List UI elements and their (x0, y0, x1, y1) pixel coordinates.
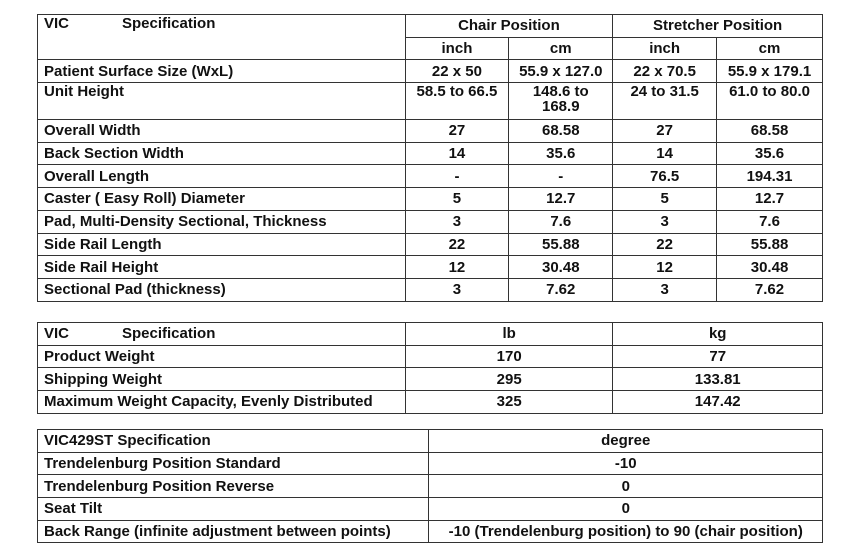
stretcher-inch-value: 22 x 70.5 (613, 60, 717, 83)
stretcher-inch-value: 14 (613, 142, 717, 165)
chair-cm-value: 55.9 x 127.0 (509, 60, 613, 83)
table-row (38, 345, 823, 368)
stretcher-cm-value: 7.6 (717, 210, 823, 233)
unit-inch: inch (405, 37, 509, 60)
chair-inch-value: 22 x 50 (405, 60, 509, 83)
chair-cm-value: 148.6 to 168.9 (509, 83, 613, 120)
table-header-row (38, 323, 823, 346)
kg-value: 133.81 (613, 368, 823, 391)
spec-header-cell: VIC429ST Specification (38, 430, 429, 453)
chair-position-header: Chair Position (405, 15, 613, 38)
spec-header-cell (38, 15, 406, 60)
chair-inch-value: 3 (405, 210, 509, 233)
stretcher-cm-value: 61.0 to 80.0 (717, 83, 823, 120)
row-label: Side Rail Height (38, 256, 406, 279)
table-row (38, 278, 823, 301)
row-label: Side Rail Length (38, 233, 406, 256)
chair-cm-value: 7.62 (509, 278, 613, 301)
degree-value: -10 (Trendelenburg position) to 90 (chair position) (429, 520, 823, 543)
row-label: Patient Surface Size (WxL) (38, 60, 406, 83)
stretcher-cm-value: 12.7 (717, 188, 823, 211)
position-spec-table (37, 14, 823, 302)
degree-value: -10 (429, 452, 823, 475)
row-label: Unit Height (38, 83, 406, 120)
row-label: Shipping Weight (38, 368, 406, 391)
stretcher-inch-value: 3 (613, 278, 717, 301)
specification-label: Specification (122, 325, 216, 343)
chair-inch-value: 22 (405, 233, 509, 256)
table-row (38, 60, 823, 83)
stretcher-inch-value: 76.5 (613, 165, 717, 188)
row-label: Overall Length (38, 165, 406, 188)
chair-cm-value: 55.88 (509, 233, 613, 256)
chair-cm-value: 35.6 (509, 142, 613, 165)
stretcher-inch-value: 3 (613, 210, 717, 233)
spec-header-cell (38, 323, 406, 346)
row-label: Back Range (infinite adjustment between points) (38, 520, 429, 543)
stretcher-cm-value: 35.6 (717, 142, 823, 165)
row-label: Back Section Width (38, 142, 406, 165)
row-label: Caster ( Easy Roll) Diameter (38, 188, 406, 211)
chair-inch-value: - (405, 165, 509, 188)
stretcher-cm-value: 68.58 (717, 120, 823, 143)
degree-value: 0 (429, 498, 823, 521)
unit-lb: lb (405, 323, 613, 346)
table-row (38, 165, 823, 188)
row-label: Maximum Weight Capacity, Evenly Distributed (38, 391, 406, 414)
kg-value: 147.42 (613, 391, 823, 414)
table-row (38, 475, 823, 498)
table-header-row (38, 15, 823, 38)
stretcher-inch-value: 24 to 31.5 (613, 83, 717, 120)
unit-inch: inch (613, 37, 717, 60)
row-label: Product Weight (38, 345, 406, 368)
table-row (38, 498, 823, 521)
chair-cm-value: 30.48 (509, 256, 613, 279)
chair-inch-value: 5 (405, 188, 509, 211)
table-row (38, 210, 823, 233)
chair-cm-value: 12.7 (509, 188, 613, 211)
unit-kg: kg (613, 323, 823, 346)
chair-cm-value: - (509, 165, 613, 188)
table-header-row (38, 430, 823, 453)
stretcher-cm-value: 55.9 x 179.1 (717, 60, 823, 83)
stretcher-inch-value: 22 (613, 233, 717, 256)
table-row (38, 452, 823, 475)
model-label: VIC (44, 325, 70, 343)
table-row (38, 120, 823, 143)
table-row (38, 233, 823, 256)
row-label: Sectional Pad (thickness) (38, 278, 406, 301)
row-label: Trendelenburg Position Reverse (38, 475, 429, 498)
row-label: Trendelenburg Position Standard (38, 452, 429, 475)
unit-cm: cm (509, 37, 613, 60)
row-label: Seat Tilt (38, 498, 429, 521)
table-row (38, 188, 823, 211)
chair-inch-value: 58.5 to 66.5 (405, 83, 509, 120)
specification-label: Specification (122, 15, 216, 32)
chair-cm-value: 7.6 (509, 210, 613, 233)
table-row (38, 368, 823, 391)
chair-inch-value: 12 (405, 256, 509, 279)
stretcher-inch-value: 27 (613, 120, 717, 143)
table-row (38, 83, 823, 120)
chair-inch-value: 27 (405, 120, 509, 143)
lb-value: 295 (405, 368, 613, 391)
table-row (38, 520, 823, 543)
stretcher-inch-value: 5 (613, 188, 717, 211)
unit-degree: degree (429, 430, 823, 453)
weight-spec-table (37, 322, 823, 414)
angle-spec-table (37, 429, 823, 543)
stretcher-cm-value: 194.31 (717, 165, 823, 188)
lb-value: 170 (405, 345, 613, 368)
unit-cm: cm (717, 37, 823, 60)
degree-value: 0 (429, 475, 823, 498)
chair-inch-value: 3 (405, 278, 509, 301)
stretcher-cm-value: 7.62 (717, 278, 823, 301)
table-row (38, 391, 823, 414)
row-label: Pad, Multi-Density Sectional, Thickness (38, 210, 406, 233)
stretcher-cm-value: 55.88 (717, 233, 823, 256)
lb-value: 325 (405, 391, 613, 414)
stretcher-inch-value: 12 (613, 256, 717, 279)
table-row (38, 142, 823, 165)
chair-inch-value: 14 (405, 142, 509, 165)
stretcher-cm-value: 30.48 (717, 256, 823, 279)
model-label: VIC (44, 15, 70, 32)
stretcher-position-header: Stretcher Position (613, 15, 823, 38)
table-row (38, 256, 823, 279)
kg-value: 77 (613, 345, 823, 368)
row-label: Overall Width (38, 120, 406, 143)
chair-cm-value: 68.58 (509, 120, 613, 143)
